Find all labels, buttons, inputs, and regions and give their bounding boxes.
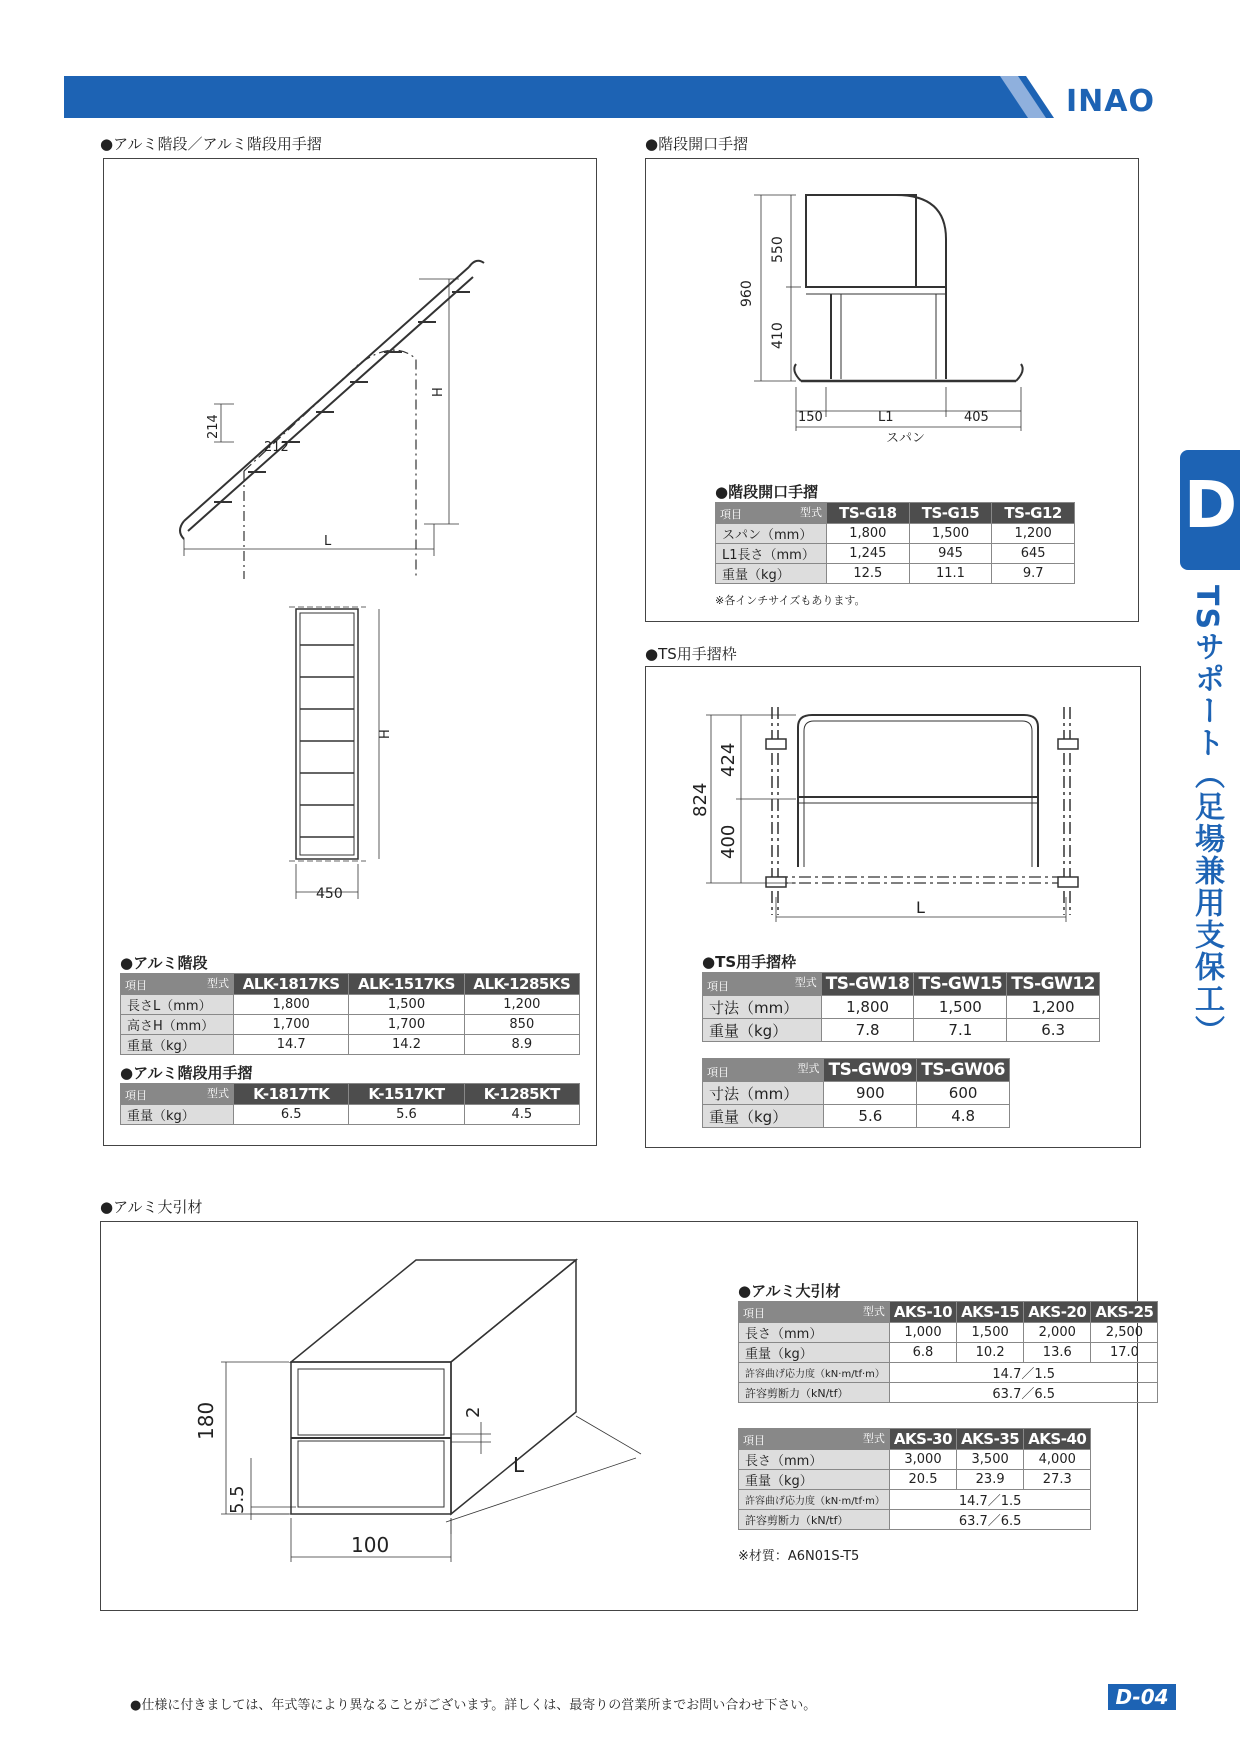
table-row: 重量（kg） 7.8 7.1 6.3 (703, 1019, 1100, 1042)
stairs-h-label: H (431, 387, 446, 397)
table-row: 重量（kg） 6.5 5.6 4.5 (121, 1105, 580, 1125)
table-row: 重量（kg） 6.8 10.2 13.6 17.0 (739, 1343, 1158, 1363)
table-row: 許容曲げ応力度（kN·m/tf·m） 14.7／1.5 (739, 1490, 1091, 1510)
table-header: ALK-1285KS (464, 974, 579, 995)
stairs-handrail-table-title: ●アルミ階段用手摺 (120, 1064, 253, 1082)
table-header: K-1285KT (464, 1084, 579, 1105)
opening-note: ※各インチサイズもあります。 (715, 594, 866, 607)
stairs-212-label: 212 (264, 440, 289, 455)
table-header: AKS-35 (957, 1429, 1024, 1450)
table-header: K-1517KT (349, 1084, 464, 1105)
stairs-214-label: 214 (206, 414, 221, 439)
table-row: 長さ（mm） 1,000 1,500 2,000 2,500 (739, 1323, 1158, 1343)
table-corner: 型式 項目 (739, 1302, 890, 1323)
beam-table-title: ●アルミ大引材 (738, 1282, 841, 1300)
table-row: 重量（kg） 12.5 11.1 9.7 (716, 564, 1075, 584)
opening-span-label: スパン (886, 431, 926, 446)
frame-section-title: ●TS用手摺枠 (645, 645, 737, 663)
table-header: AKS-40 (1024, 1429, 1091, 1450)
beam-section-title: ●アルミ大引材 (100, 1198, 203, 1216)
table-corner: 型式 項目 (703, 1059, 824, 1082)
table-row: 長さ（mm） 3,000 3,500 4,000 (739, 1450, 1091, 1470)
opening-960-label: 960 (739, 280, 755, 307)
beam-drawing (101, 1222, 1137, 1610)
table-header: AKS-15 (957, 1302, 1024, 1323)
page-number: D-04 (1108, 1684, 1176, 1710)
stairs-table-title: ●アルミ階段 (120, 954, 208, 972)
section-title-vertical: TSサポート（足場兼用支保工） (1189, 585, 1224, 1048)
table-header: AKS-10 (889, 1302, 956, 1323)
beam-panel (100, 1221, 1138, 1611)
table-corner: 型式 項目 (121, 974, 234, 995)
table-corner: 型式 項目 (703, 973, 822, 996)
beam-5-5-label: 5.5 (227, 1485, 248, 1514)
table-row: 重量（kg） 5.6 4.8 (703, 1105, 1010, 1128)
table-header: TS-GW09 (824, 1059, 917, 1082)
footer-note: ●仕様に付きましては、年式等により異なることがございます。詳しくは、最寄りの営業所までお問い合わせ下さい。 (130, 1698, 817, 1713)
table-row: 寸法（mm） 900 600 (703, 1082, 1010, 1105)
table-header: TS-GW15 (914, 973, 1007, 996)
table-row: 許容剪断力（kN/tf） 63.7／6.5 (739, 1510, 1091, 1530)
table-row: 許容剪断力（kN/tf） 63.7／6.5 (739, 1383, 1158, 1403)
table-row: 重量（kg） 20.5 23.9 27.3 (739, 1470, 1091, 1490)
stairs-450-label: 450 (316, 886, 343, 902)
table-row: 重量（kg） 14.7 14.2 8.9 (121, 1035, 580, 1055)
frame-424-label: 424 (718, 742, 739, 777)
opening-410-label: 410 (770, 322, 786, 349)
beam-material-note: ※材質：A6N01S-T5 (738, 1549, 860, 1564)
brand-logo: INAO (1066, 84, 1155, 119)
table-corner: 型式 項目 (739, 1429, 890, 1450)
beam-100-label: 100 (351, 1533, 390, 1557)
table-row: スパン（mm） 1,800 1,500 1,200 (716, 524, 1075, 544)
beam-2-label: 2 (463, 1406, 484, 1418)
frame-824-label: 824 (690, 782, 711, 817)
table-header: AKS-25 (1091, 1302, 1158, 1323)
table-header: TS-G18 (827, 503, 910, 524)
table-header: AKS-20 (1024, 1302, 1091, 1323)
table-header: K-1817TK (234, 1084, 349, 1105)
opening-table-title: ●階段開口手摺 (715, 483, 819, 501)
header-bar (64, 76, 1054, 118)
opening-550-label: 550 (770, 236, 786, 263)
beam-spec-table-2 (738, 1428, 1091, 1530)
beam-180-label: 180 (194, 1401, 218, 1440)
frame-spec-table-2 (702, 1058, 1010, 1128)
opening-spec-table (715, 502, 1075, 584)
beam-l-label: L (513, 1453, 525, 1477)
table-header: AKS-30 (889, 1429, 956, 1450)
opening-150-label: 150 (798, 410, 823, 425)
stairs-spec-table (120, 973, 580, 1055)
table-header: ALK-1517KS (349, 974, 464, 995)
frame-400-label: 400 (718, 824, 739, 859)
opening-l1-label: L1 (878, 410, 894, 425)
frame-l-label: L (916, 898, 925, 917)
table-row: 高さH（mm） 1,700 1,700 850 (121, 1015, 580, 1035)
table-header: TS-GW18 (821, 973, 914, 996)
table-header: TS-GW06 (917, 1059, 1010, 1082)
opening-section-title: ●階段開口手摺 (645, 135, 749, 153)
stairs-handrail-spec-table (120, 1083, 580, 1125)
table-row: L1長さ（mm） 1,245 945 645 (716, 544, 1075, 564)
table-corner: 型式 項目 (121, 1084, 234, 1105)
frame-spec-table (702, 972, 1100, 1042)
table-row: 寸法（mm） 1,800 1,500 1,200 (703, 996, 1100, 1019)
table-header: TS-G12 (992, 503, 1075, 524)
frame-table-title: ●TS用手摺枠 (702, 953, 797, 971)
table-header: TS-GW12 (1007, 973, 1100, 996)
table-header: ALK-1817KS (234, 974, 349, 995)
table-row: 長さL（mm） 1,800 1,500 1,200 (121, 995, 580, 1015)
stairs-front-h-label: H (378, 729, 393, 739)
table-header: TS-G15 (909, 503, 992, 524)
stairs-section-title: ●アルミ階段／アルミ階段用手摺 (100, 135, 322, 153)
table-row: 許容曲げ応力度（kN·m/tf·m） 14.7／1.5 (739, 1363, 1158, 1383)
stairs-l-label: L (324, 534, 332, 549)
section-letter: D (1184, 469, 1238, 543)
table-corner: 型式 項目 (716, 503, 827, 524)
beam-spec-table (738, 1301, 1158, 1403)
opening-405-label: 405 (964, 410, 989, 425)
